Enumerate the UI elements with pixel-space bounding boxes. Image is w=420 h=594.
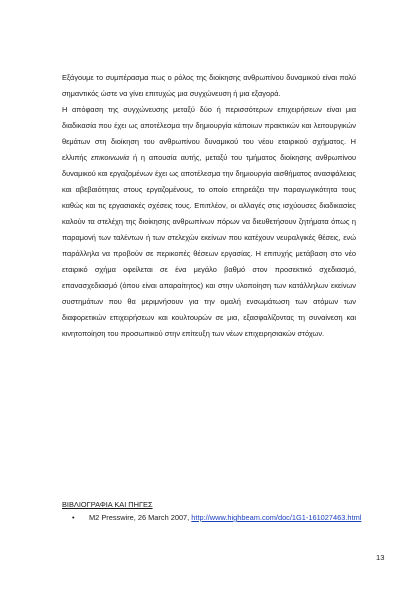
bibliography-section: [62, 500, 362, 523]
body-text: [62, 70, 356, 342]
bullet-icon: •: [72, 513, 75, 522]
bibliography-list: [62, 513, 362, 523]
reference-link[interactable]: http://www.highbeam.com/doc/1G1-161027463.html: [191, 513, 362, 522]
page-number: 13: [376, 553, 385, 562]
bibliography-heading: ΒΙΒΛΙΟΓΡΑΦΙΑ ΚΑΙ ΠΗΓΕΣ: [62, 500, 153, 509]
paragraph-text: Η απόφαση της συγχώνευσης μεταξύ δύο ή περισσότερων επιχειρήσεων είναι μια διαδικασία που έχει ως αποτέλεσμα την δημιουργία κάποιων πρακτικών και λειτουργικών θεμάτων στη διοίκηση του ανθρωπίνου δυναμικού του νέου εταιρικού σχήματος. Η ελλιπής: [62, 105, 356, 162]
reference-text: M2 Presswire, 26 March 2007,: [89, 513, 192, 522]
list-item: [72, 513, 362, 523]
paragraph-merger-decision: [62, 102, 356, 342]
emphasized-term: επικοινωνία: [90, 153, 130, 162]
paragraph-conclusion: Εξάγουμε το συμπέρασμα πως ο ρόλος της διοίκησης ανθρωπίνου δυναμικού είναι πολύ σημαντικός ώστε να γίνει επιτυχώς μια συγχώνευση ή μια εξαγορά.: [62, 73, 356, 98]
paragraph-text: ή η απουσία αυτής, μεταξύ του τμήματος διοίκησης ανθρωπίνου δυναμικού και εργαζομένων έχει ως αποτέλεσμα την δημιουργία αισθήματος ανασφάλειας και αβεβαιότητας στους εργαζομένους, το οποίο επηρεάζει την παραγωγικότητα τους καθώς και τις εργασιακές σχέσεις τους. Επιπλέον, οι αλλαγές στις ισχύουσες διαδικασίες καλούν τα στελέχη της διοίκησης ανθρωπίνων πόρων να διευθετήσουν ζητήματα όπως η παραμονή των ταλέντων ή των στελεχών εκείνων που κατέχουν νευραλγικές θέσεις, ενώ παράλληλα να προβούν σε περικοπές θέσεων εργασίας. Η επιτυχής μετάβαση στο νέο εταιρικό σχήμα οφείλεται σε ένα μεγάλο βαθμό στον προσεκτικό σχεδιασμό, επανασχεδιασμό (όπου είναι απαραίτητος) και στην υλοποίηση των κατάλληλων εκείνων συστημάτων που θα μεριμνήσουν για την ομαλή ενσωμάτωση των ατόμων των διαφορετικών επιχειρήσεων και κουλτουρών σε μια, εξασφαλίζοντας τη συναίνεση και κινητοποίηση του προσωπικού στην επίτευξη των νέων επιχειρησιακών στόχων.: [62, 153, 357, 338]
